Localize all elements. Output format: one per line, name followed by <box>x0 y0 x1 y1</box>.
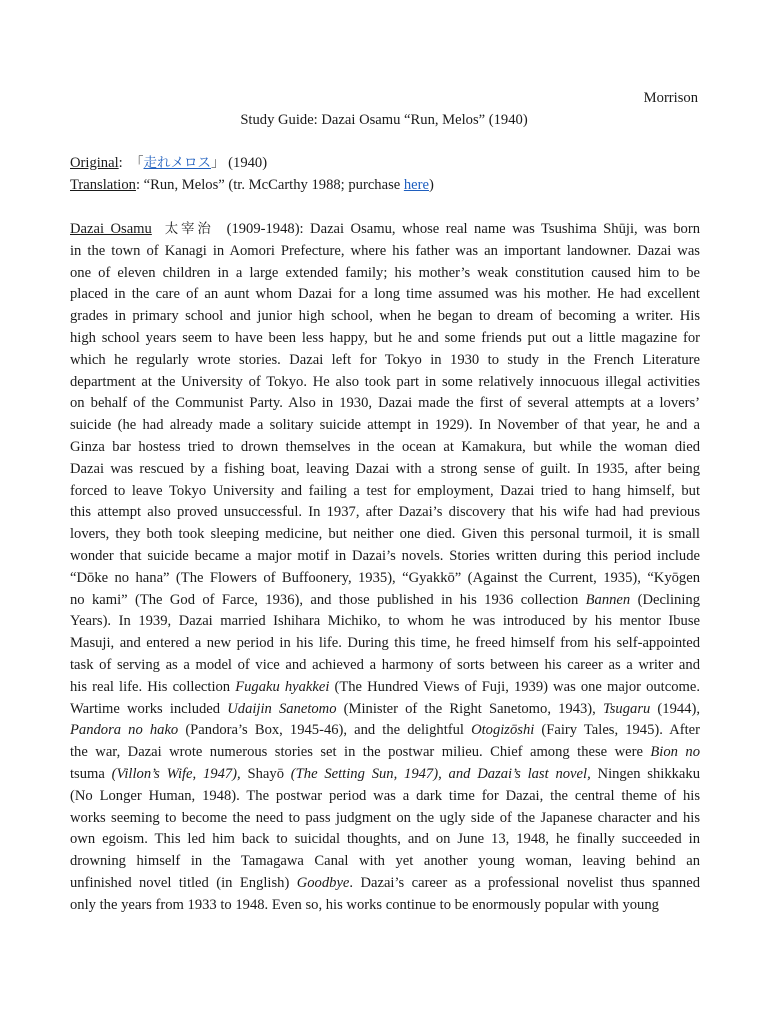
translation-close: ) <box>429 176 434 193</box>
work-title: Otogizōshi <box>471 722 535 739</box>
bio-line: task of serving as a model of vice and achieved a harmony of sorts between his career as a writer and <box>70 656 700 673</box>
work-title: Tsugaru <box>602 700 651 717</box>
bio-line: placed in the care of an aunt whom Dazai for a long time assumed was his mother. He had excellent <box>70 286 700 303</box>
bio-line: works seeming to become the need to pass judgment on the ugly side of the Japanese character and his <box>70 809 700 826</box>
original-open-bracket: 「 <box>130 155 144 171</box>
purchase-link[interactable]: here <box>403 176 429 193</box>
bio-line: in the town of Kanagi in Aomori Prefecture, where his father was an important landowner. Dazai was <box>70 242 700 259</box>
translation-colon: : <box>135 176 141 193</box>
work-title: Fugaku hyakkei <box>235 678 330 695</box>
original-line <box>70 153 700 175</box>
author-name: Morrison <box>643 90 698 106</box>
document-title: Study Guide: Dazai Osamu “Run, Melos” (1940) <box>240 112 528 128</box>
work-title: (Villon’s Wife, 1947), <box>104 765 248 782</box>
bio-line: own egoism. This led him back to suicidal thoughts, and on June 13, 1948, he finally succeeded in <box>70 831 700 848</box>
bio-line: Dazai Osamu 太宰治 (1909-1948): Dazai Osamu, whose real name was Tsushima Shūji, was born <box>70 221 700 237</box>
bio-line: drowning himself in the Tamagawa Canal with yet another young woman, leaving behind an <box>70 853 700 870</box>
bio-line: only the years from 1933 to 1948. Even so, his works continue to be enormously popular with young <box>70 896 659 913</box>
bio-line: no kami” (The God of Farce, 1936), and those published in his 1936 collection Bannen (Declining <box>70 591 700 608</box>
work-title: Goodbye <box>296 874 350 891</box>
bio-line: one of eleven children in a large extended family; his mother’s weak constitution caused him to be <box>70 264 700 281</box>
bio-line: Masuji, and entered a new period in his life. During this time, he freed himself from his self-appointed <box>70 635 700 652</box>
work-title: Bion no <box>650 744 700 761</box>
bio-line: the war, Dazai wrote numerous stories set in the postwar milieu. Chief among these were Bion no <box>70 744 700 761</box>
original-title-link[interactable]: 走れメロス <box>143 155 211 171</box>
subject-name-japanese: 太宰治 <box>164 221 214 237</box>
bio-line: “Dōke no hana” (The Flowers of Buffoonery, 1935), “Gyakkō” (Against the Current, 1935), “Kyōgen <box>70 569 700 586</box>
work-title: Pandora no hako <box>70 722 179 739</box>
translation-label: Translation <box>70 176 136 193</box>
bio-line: Dazai was rescued by a fishing boat, leaving Dazai with a strong sense of guilt. In 1935, after being <box>70 460 700 477</box>
bio-line: high school years seem to have been less happy, but he and some friends put out a little magazine for <box>70 329 700 346</box>
original-colon: : <box>118 155 123 171</box>
bio-line: suicide (he had already made a solitary suicide attempt in 1929). In November of that year, he and a <box>70 417 700 434</box>
work-title: (The Setting Sun, 1947), and Dazai’s last novel, <box>283 765 598 782</box>
bio-line: Ginza bar hostess tried to drown themselves in the ocean at Kamakura, but while the woman died <box>70 438 700 455</box>
work-title: Udaijin Sanetomo <box>227 700 337 717</box>
bio-line: Years). In 1939, Dazai married Ishihara Michiko, to whom he was introduced by his mentor Ibuse <box>70 613 700 630</box>
bio-line: Wartime works included Udaijin Sanetomo (Minister of the Right Sanetomo, 1943), Tsugaru (1944), <box>70 700 700 717</box>
bio-line: grades in primary school and junior high school, when he began to dream of becoming a writer. His <box>70 308 700 325</box>
bio-line: lovers, they both took sleeping medicine, but neither one died. Given this personal turmoil, it is small <box>70 526 700 543</box>
bio-line: on behalf of the Communist Party. Also in 1930, Dazai made the first of several attempts at a lovers’ <box>70 395 700 412</box>
bio-line: which he regularly wrote stories. Dazai left for Tokyo in 1930 to study in the French Literature <box>70 351 700 368</box>
bio-line: wonder that suicide became a major motif in Dazai’s novels. Stories written during this period include <box>70 547 700 564</box>
original-year: (1940) <box>228 155 268 171</box>
biography-paragraph <box>70 219 700 917</box>
bio-line: this attempt also proved unsuccessful. In 1937, after Dazai’s discovery that his wife had had previous <box>70 504 700 521</box>
subject-name: Dazai Osamu <box>70 221 152 237</box>
translation-line <box>70 175 700 197</box>
bio-line: Pandora no hako (Pandora’s Box, 1945-46), and the delightful Otogizōshi (Fairy Tales, 1945). After <box>70 722 700 739</box>
bio-line: (No Longer Human, 1948). The postwar period was a dark time for Dazai, the central theme of his <box>70 787 700 804</box>
bio-line: tsuma (Villon’s Wife, 1947), Shayō (The Setting Sun, 1947), and Dazai’s last novel, Ningen shikkaku <box>70 765 700 782</box>
original-close-bracket: 」 <box>211 155 225 171</box>
original-label: Original <box>70 155 119 171</box>
work-info <box>70 153 700 197</box>
work-title: Bannen <box>585 591 631 608</box>
bio-line: forced to leave Tokyo University and failing a test for employment, Dazai tried to hang himself, but <box>70 482 700 499</box>
bio-line: unfinished novel titled (in English) Goodbye. Dazai’s career as a professional novelist thus spanned <box>70 874 700 891</box>
bio-line: department at the University of Tokyo. He also took part in some relatively innocuous illegal activities <box>70 373 700 390</box>
bio-line: his real life. His collection Fugaku hyakkei (The Hundred Views of Fuji, 1939) was one major outcome. <box>70 678 700 695</box>
translation-text: “Run, Melos” (tr. McCarthy 1988; purchase <box>143 176 404 193</box>
